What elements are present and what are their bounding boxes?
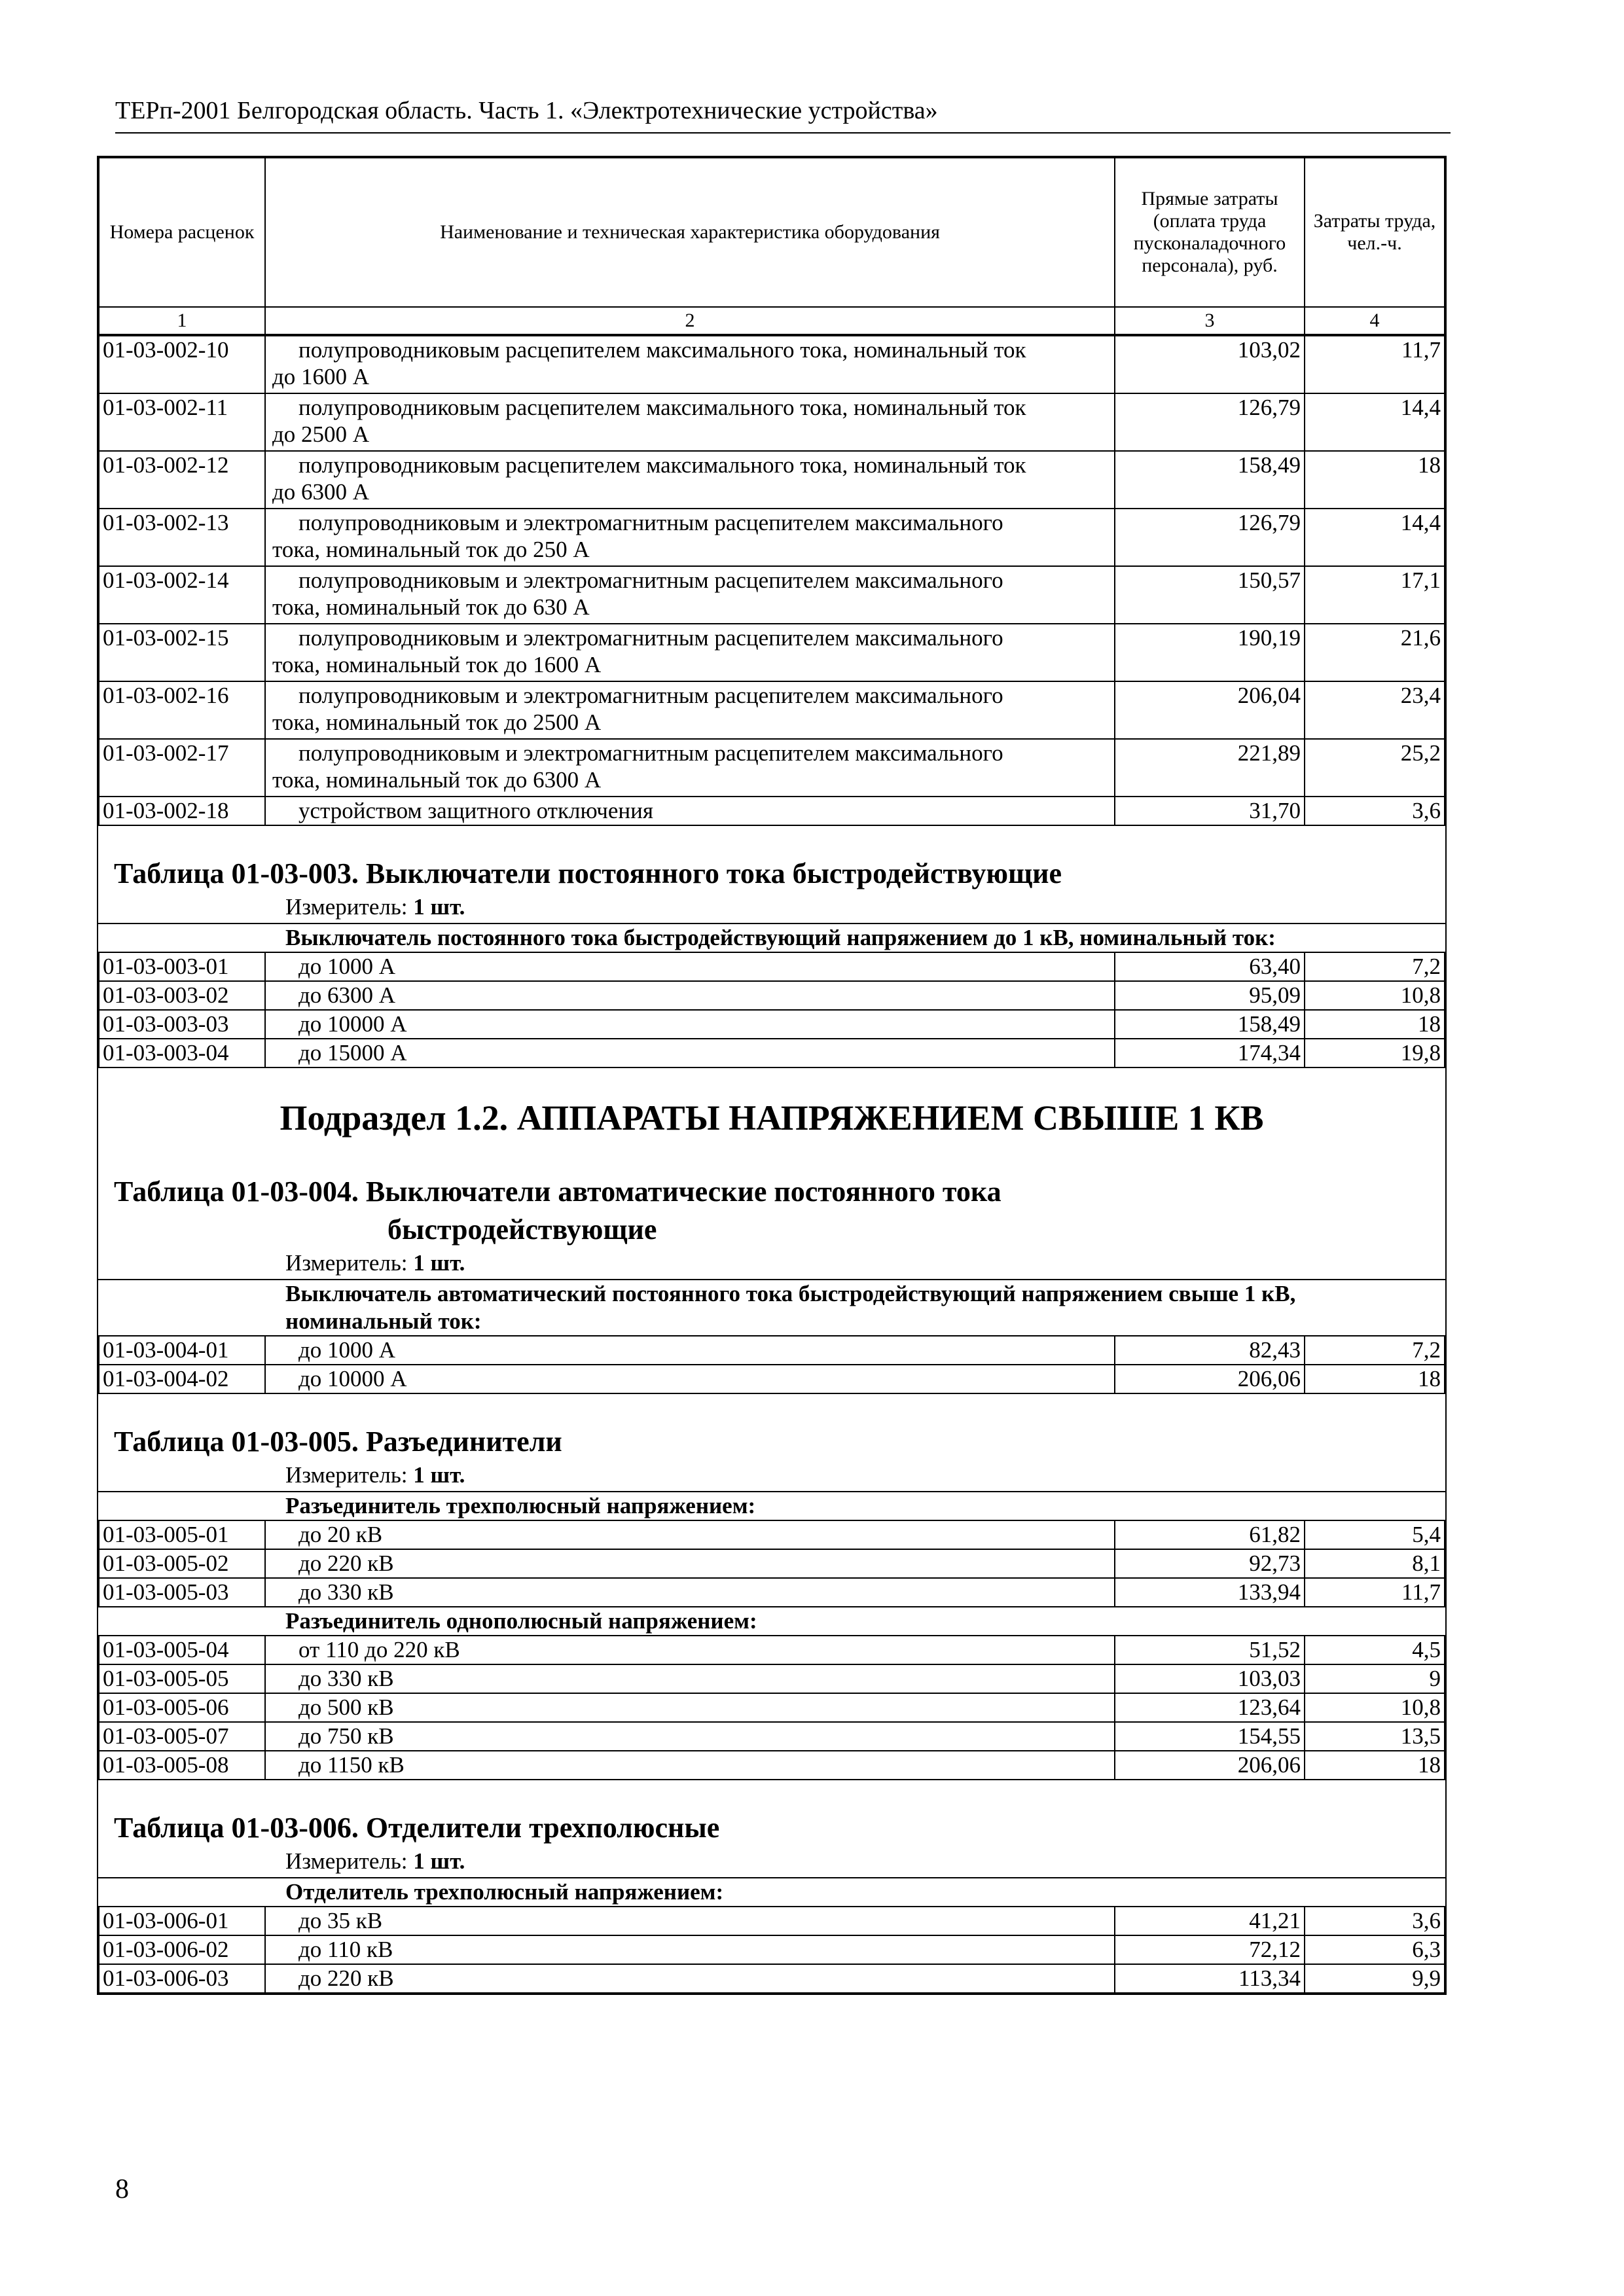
table-row — [99, 681, 1445, 739]
rate-description-text: до 750 кВ — [298, 1723, 394, 1749]
table-row — [99, 1693, 1445, 1722]
rate-description-text: до 1000 А — [298, 954, 396, 979]
rate-description — [265, 1907, 1115, 1935]
group-heading-004 — [98, 1279, 1445, 1335]
rate-description — [265, 1636, 1115, 1664]
meter-004 — [98, 1249, 1445, 1279]
labor-cost: 3,6 — [1305, 797, 1445, 825]
rate-description-text: до 220 кВ — [298, 1551, 394, 1576]
labor-cost: 10,8 — [1305, 1693, 1445, 1722]
table-row — [99, 336, 1445, 393]
rate-description — [265, 1336, 1115, 1365]
rate-code: 01-03-004-01 — [99, 1336, 265, 1365]
rate-description — [265, 566, 1115, 624]
rate-code: 01-03-002-17 — [99, 739, 265, 797]
direct-cost: 126,79 — [1115, 393, 1305, 451]
rate-description-text: до 330 кВ — [298, 1666, 394, 1691]
table-row — [99, 952, 1445, 981]
table-title-004-line1: Таблица 01-03-004. Выключатели автоматические постоянного тока — [114, 1175, 1001, 1208]
rate-description — [265, 739, 1115, 797]
spacer — [98, 1780, 1445, 1809]
col-number-4: 4 — [1305, 307, 1445, 334]
table-row — [99, 1039, 1445, 1067]
spacer — [98, 1394, 1445, 1423]
rate-description — [265, 1722, 1115, 1751]
rate-description — [265, 981, 1115, 1010]
meter-value: 1 шт. — [413, 1250, 465, 1276]
direct-cost: 158,49 — [1115, 451, 1305, 509]
rate-description-text: до 220 кВ — [298, 1965, 394, 1991]
direct-cost: 174,34 — [1115, 1039, 1305, 1067]
rate-description — [265, 952, 1115, 981]
meter-value: 1 шт. — [413, 1848, 465, 1874]
labor-cost: 18 — [1305, 1010, 1445, 1039]
group-heading-005-a: Разъединитель трехполюсный напряжением: — [98, 1491, 1445, 1520]
direct-cost: 92,73 — [1115, 1549, 1305, 1578]
table-title-004 — [98, 1173, 1445, 1249]
table-row — [99, 1722, 1445, 1751]
table-row — [99, 797, 1445, 825]
table-title-003: Таблица 01-03-003. Выключатели постоянного тока быстродействующие — [114, 857, 1062, 889]
direct-cost: 113,34 — [1115, 1964, 1305, 1993]
group-heading-003: Выключатель постоянного тока быстродействующий напряжением до 1 кВ, номинальный ток: — [98, 923, 1445, 952]
labor-cost: 4,5 — [1305, 1636, 1445, 1664]
meter-value: 1 шт. — [413, 1462, 465, 1488]
rate-description-text: до 35 кВ — [298, 1908, 383, 1933]
labor-cost: 19,8 — [1305, 1039, 1445, 1067]
direct-cost: 206,06 — [1115, 1751, 1305, 1780]
meter-label: Измеритель: — [285, 1848, 408, 1874]
labor-cost: 7,2 — [1305, 1336, 1445, 1365]
rate-description — [265, 1039, 1115, 1067]
group-heading-004-line2: номинальный ток: — [285, 1308, 482, 1334]
rate-description-text: до 15000 А — [298, 1040, 407, 1066]
direct-cost: 31,70 — [1115, 797, 1305, 825]
rate-description — [265, 1693, 1115, 1722]
rate-description-line1: полупроводниковым расцепителем максимального тока, номинальный ток — [298, 395, 1026, 420]
table-row — [99, 1365, 1445, 1393]
rate-description — [265, 1578, 1115, 1607]
table-005-a — [98, 1520, 1445, 1607]
direct-cost: 95,09 — [1115, 981, 1305, 1010]
meter-value: 1 шт. — [413, 894, 465, 920]
table-row — [99, 1964, 1445, 1993]
labor-cost: 11,7 — [1305, 1578, 1445, 1607]
rate-code: 01-03-002-16 — [99, 681, 265, 739]
table-row — [99, 566, 1445, 624]
rate-description — [265, 1010, 1115, 1039]
rate-code: 01-03-005-05 — [99, 1664, 265, 1693]
rate-description-line2: тока, номинальный ток до 6300 А — [272, 767, 602, 793]
rate-code: 01-03-003-01 — [99, 952, 265, 981]
labor-cost: 5,4 — [1305, 1520, 1445, 1549]
rate-code: 01-03-003-03 — [99, 1010, 265, 1039]
rate-description-line1: полупроводниковым расцепителем максимального тока, номинальный ток — [298, 337, 1026, 363]
labor-cost: 18 — [1305, 1365, 1445, 1393]
rate-description-line1: полупроводниковым расцепителем максимального тока, номинальный ток — [298, 452, 1026, 478]
spacer — [98, 826, 1445, 855]
col-header-codes: Номера расценок — [99, 158, 265, 307]
meter-005 — [98, 1461, 1445, 1491]
rate-description — [265, 393, 1115, 451]
direct-cost: 150,57 — [1115, 566, 1305, 624]
rate-description — [265, 1549, 1115, 1578]
table-row — [99, 981, 1445, 1010]
table-title-004-line2: быстродействующие — [388, 1213, 657, 1246]
labor-cost: 9 — [1305, 1664, 1445, 1693]
rate-description-line2: до 1600 А — [272, 364, 370, 389]
table-row — [99, 1549, 1445, 1578]
rate-description-line1: полупроводниковым и электромагнитным расцепителем максимального — [298, 740, 1003, 766]
labor-cost: 14,4 — [1305, 509, 1445, 566]
section-title: Подраздел 1.2. АППАРАТЫ НАПРЯЖЕНИЕМ СВЫШЕ 1 КВ — [280, 1098, 1264, 1138]
table-row — [99, 1751, 1445, 1780]
rate-code: 01-03-002-12 — [99, 451, 265, 509]
rate-code: 01-03-004-02 — [99, 1365, 265, 1393]
rate-code: 01-03-003-04 — [99, 1039, 265, 1067]
rate-description — [265, 1365, 1115, 1393]
rate-description-line2: тока, номинальный ток до 250 А — [272, 537, 590, 562]
col-header-cost: Прямые затраты (оплата труда пусконаладочного персонала), руб. — [1115, 158, 1305, 307]
labor-cost: 10,8 — [1305, 981, 1445, 1010]
rate-code: 01-03-005-04 — [99, 1636, 265, 1664]
table-row — [99, 1664, 1445, 1693]
direct-cost: 206,04 — [1115, 681, 1305, 739]
table-row — [99, 1935, 1445, 1964]
table-row — [99, 1907, 1445, 1935]
labor-cost: 21,6 — [1305, 624, 1445, 681]
rate-code: 01-03-005-01 — [99, 1520, 265, 1549]
rate-description — [265, 797, 1115, 825]
labor-cost: 3,6 — [1305, 1907, 1445, 1935]
rate-description-line2: тока, номинальный ток до 2500 А — [272, 709, 602, 735]
direct-cost: 61,82 — [1115, 1520, 1305, 1549]
direct-cost: 154,55 — [1115, 1722, 1305, 1751]
labor-cost: 23,4 — [1305, 681, 1445, 739]
meter-006 — [98, 1847, 1445, 1877]
table-row — [99, 1520, 1445, 1549]
rate-code: 01-03-002-18 — [99, 797, 265, 825]
table-row — [99, 451, 1445, 509]
labor-cost: 14,4 — [1305, 393, 1445, 451]
direct-cost: 103,02 — [1115, 336, 1305, 393]
direct-cost: 41,21 — [1115, 1907, 1305, 1935]
rate-code: 01-03-002-15 — [99, 624, 265, 681]
table-003 — [98, 952, 1445, 1068]
labor-cost: 6,3 — [1305, 1935, 1445, 1964]
rate-code: 01-03-005-07 — [99, 1722, 265, 1751]
column-number-row — [99, 307, 1445, 334]
rate-description-text: до 500 кВ — [298, 1695, 394, 1720]
table-row — [99, 1010, 1445, 1039]
rate-description-line2: до 6300 А — [272, 479, 370, 505]
rate-description — [265, 1520, 1115, 1549]
direct-cost: 123,64 — [1115, 1693, 1305, 1722]
table-row — [99, 509, 1445, 566]
labor-cost: 9,9 — [1305, 1964, 1445, 1993]
page-number: 8 — [115, 2174, 129, 2204]
header-rule — [115, 132, 1451, 134]
column-header-row — [99, 158, 1445, 307]
rate-code: 01-03-006-03 — [99, 1964, 265, 1993]
table-row — [99, 1578, 1445, 1607]
col-number-1: 1 — [99, 307, 265, 334]
rate-code: 01-03-006-01 — [99, 1907, 265, 1935]
rate-description-line1: полупроводниковым и электромагнитным расцепителем максимального — [298, 567, 1003, 593]
labor-cost: 8,1 — [1305, 1549, 1445, 1578]
direct-cost: 221,89 — [1115, 739, 1305, 797]
rate-description-text: до 6300 А — [298, 982, 396, 1008]
col-number-3: 3 — [1115, 307, 1305, 334]
rate-code: 01-03-005-03 — [99, 1578, 265, 1607]
direct-cost: 190,19 — [1115, 624, 1305, 681]
rate-description-line1: устройством защитного отключения — [298, 798, 653, 823]
labor-cost: 25,2 — [1305, 739, 1445, 797]
rate-code: 01-03-005-02 — [99, 1549, 265, 1578]
col-header-labor: Затраты труда, чел.-ч. — [1305, 158, 1445, 307]
labor-cost: 18 — [1305, 1751, 1445, 1780]
labor-cost: 13,5 — [1305, 1722, 1445, 1751]
rate-description-text: до 1150 кВ — [298, 1752, 405, 1778]
rate-code: 01-03-002-11 — [99, 393, 265, 451]
direct-cost: 206,06 — [1115, 1365, 1305, 1393]
rate-description-line2: тока, номинальный ток до 630 А — [272, 594, 590, 620]
meter-003 — [98, 893, 1445, 923]
rate-description — [265, 336, 1115, 393]
rate-description-text: до 10000 А — [298, 1011, 407, 1037]
direct-cost: 126,79 — [1115, 509, 1305, 566]
rate-description — [265, 1964, 1115, 1993]
price-table-frame — [97, 156, 1447, 1995]
rate-description — [265, 451, 1115, 509]
rate-description-line1: полупроводниковым и электромагнитным расцепителем максимального — [298, 510, 1003, 535]
table-title-005: Таблица 01-03-005. Разъединители — [114, 1426, 562, 1458]
direct-cost: 158,49 — [1115, 1010, 1305, 1039]
direct-cost: 72,12 — [1115, 1935, 1305, 1964]
rate-description — [265, 624, 1115, 681]
table-006 — [98, 1906, 1445, 1994]
rate-description — [265, 1664, 1115, 1693]
rate-code: 01-03-003-02 — [99, 981, 265, 1010]
column-header-table — [98, 157, 1445, 335]
meter-label: Измеритель: — [285, 894, 408, 920]
direct-cost: 63,40 — [1115, 952, 1305, 981]
rate-description — [265, 509, 1115, 566]
rate-code: 01-03-002-10 — [99, 336, 265, 393]
rate-code: 01-03-002-14 — [99, 566, 265, 624]
group-heading-004-line1: Выключатель автоматический постоянного тока быстродействующий напряжением свыше 1 кВ, — [285, 1281, 1296, 1306]
labor-cost: 18 — [1305, 451, 1445, 509]
rate-description-line2: до 2500 А — [272, 422, 370, 447]
rate-description — [265, 1751, 1115, 1780]
rate-description-text: до 110 кВ — [298, 1937, 393, 1962]
rate-description-line2: тока, номинальный ток до 1600 А — [272, 652, 602, 677]
rate-description-text: до 20 кВ — [298, 1522, 383, 1547]
direct-cost: 51,52 — [1115, 1636, 1305, 1664]
rate-code: 01-03-002-13 — [99, 509, 265, 566]
rate-code: 01-03-005-06 — [99, 1693, 265, 1722]
rate-description-text: до 10000 А — [298, 1366, 407, 1391]
rate-code: 01-03-005-08 — [99, 1751, 265, 1780]
rate-description-text: от 110 до 220 кВ — [298, 1637, 460, 1662]
direct-cost: 82,43 — [1115, 1336, 1305, 1365]
rate-description-line1: полупроводниковым и электромагнитным расцепителем максимального — [298, 683, 1003, 708]
col-number-2: 2 — [265, 307, 1115, 334]
rate-description-text: до 330 кВ — [298, 1579, 394, 1605]
rate-description — [265, 1935, 1115, 1964]
meter-label: Измеритель: — [285, 1462, 408, 1488]
group-heading-006: Отделитель трехполюсный напряжением: — [98, 1877, 1445, 1906]
direct-cost: 133,94 — [1115, 1578, 1305, 1607]
meter-label: Измеритель: — [285, 1250, 408, 1276]
table-005-b — [98, 1635, 1445, 1780]
rate-description — [265, 681, 1115, 739]
group-heading-005-b: Разъединитель однополюсный напряжением: — [285, 1608, 757, 1634]
labor-cost: 17,1 — [1305, 566, 1445, 624]
block1-table — [98, 335, 1445, 826]
labor-cost: 7,2 — [1305, 952, 1445, 981]
table-row — [99, 739, 1445, 797]
rate-description-text: до 1000 А — [298, 1337, 396, 1363]
running-header: ТЕРп-2001 Белгородская область. Часть 1. «Электротехнические устройства» — [115, 97, 938, 124]
table-row — [99, 1636, 1445, 1664]
direct-cost: 103,03 — [1115, 1664, 1305, 1693]
table-title-006: Таблица 01-03-006. Отделители трехполюсные — [114, 1812, 720, 1844]
col-header-name: Наименование и техническая характеристика оборудования — [265, 158, 1115, 307]
rate-code: 01-03-006-02 — [99, 1935, 265, 1964]
table-row — [99, 1336, 1445, 1365]
table-row — [99, 624, 1445, 681]
rate-description-line1: полупроводниковым и электромагнитным расцепителем максимального — [298, 625, 1003, 651]
labor-cost: 11,7 — [1305, 336, 1445, 393]
table-row — [99, 393, 1445, 451]
table-004 — [98, 1335, 1445, 1394]
